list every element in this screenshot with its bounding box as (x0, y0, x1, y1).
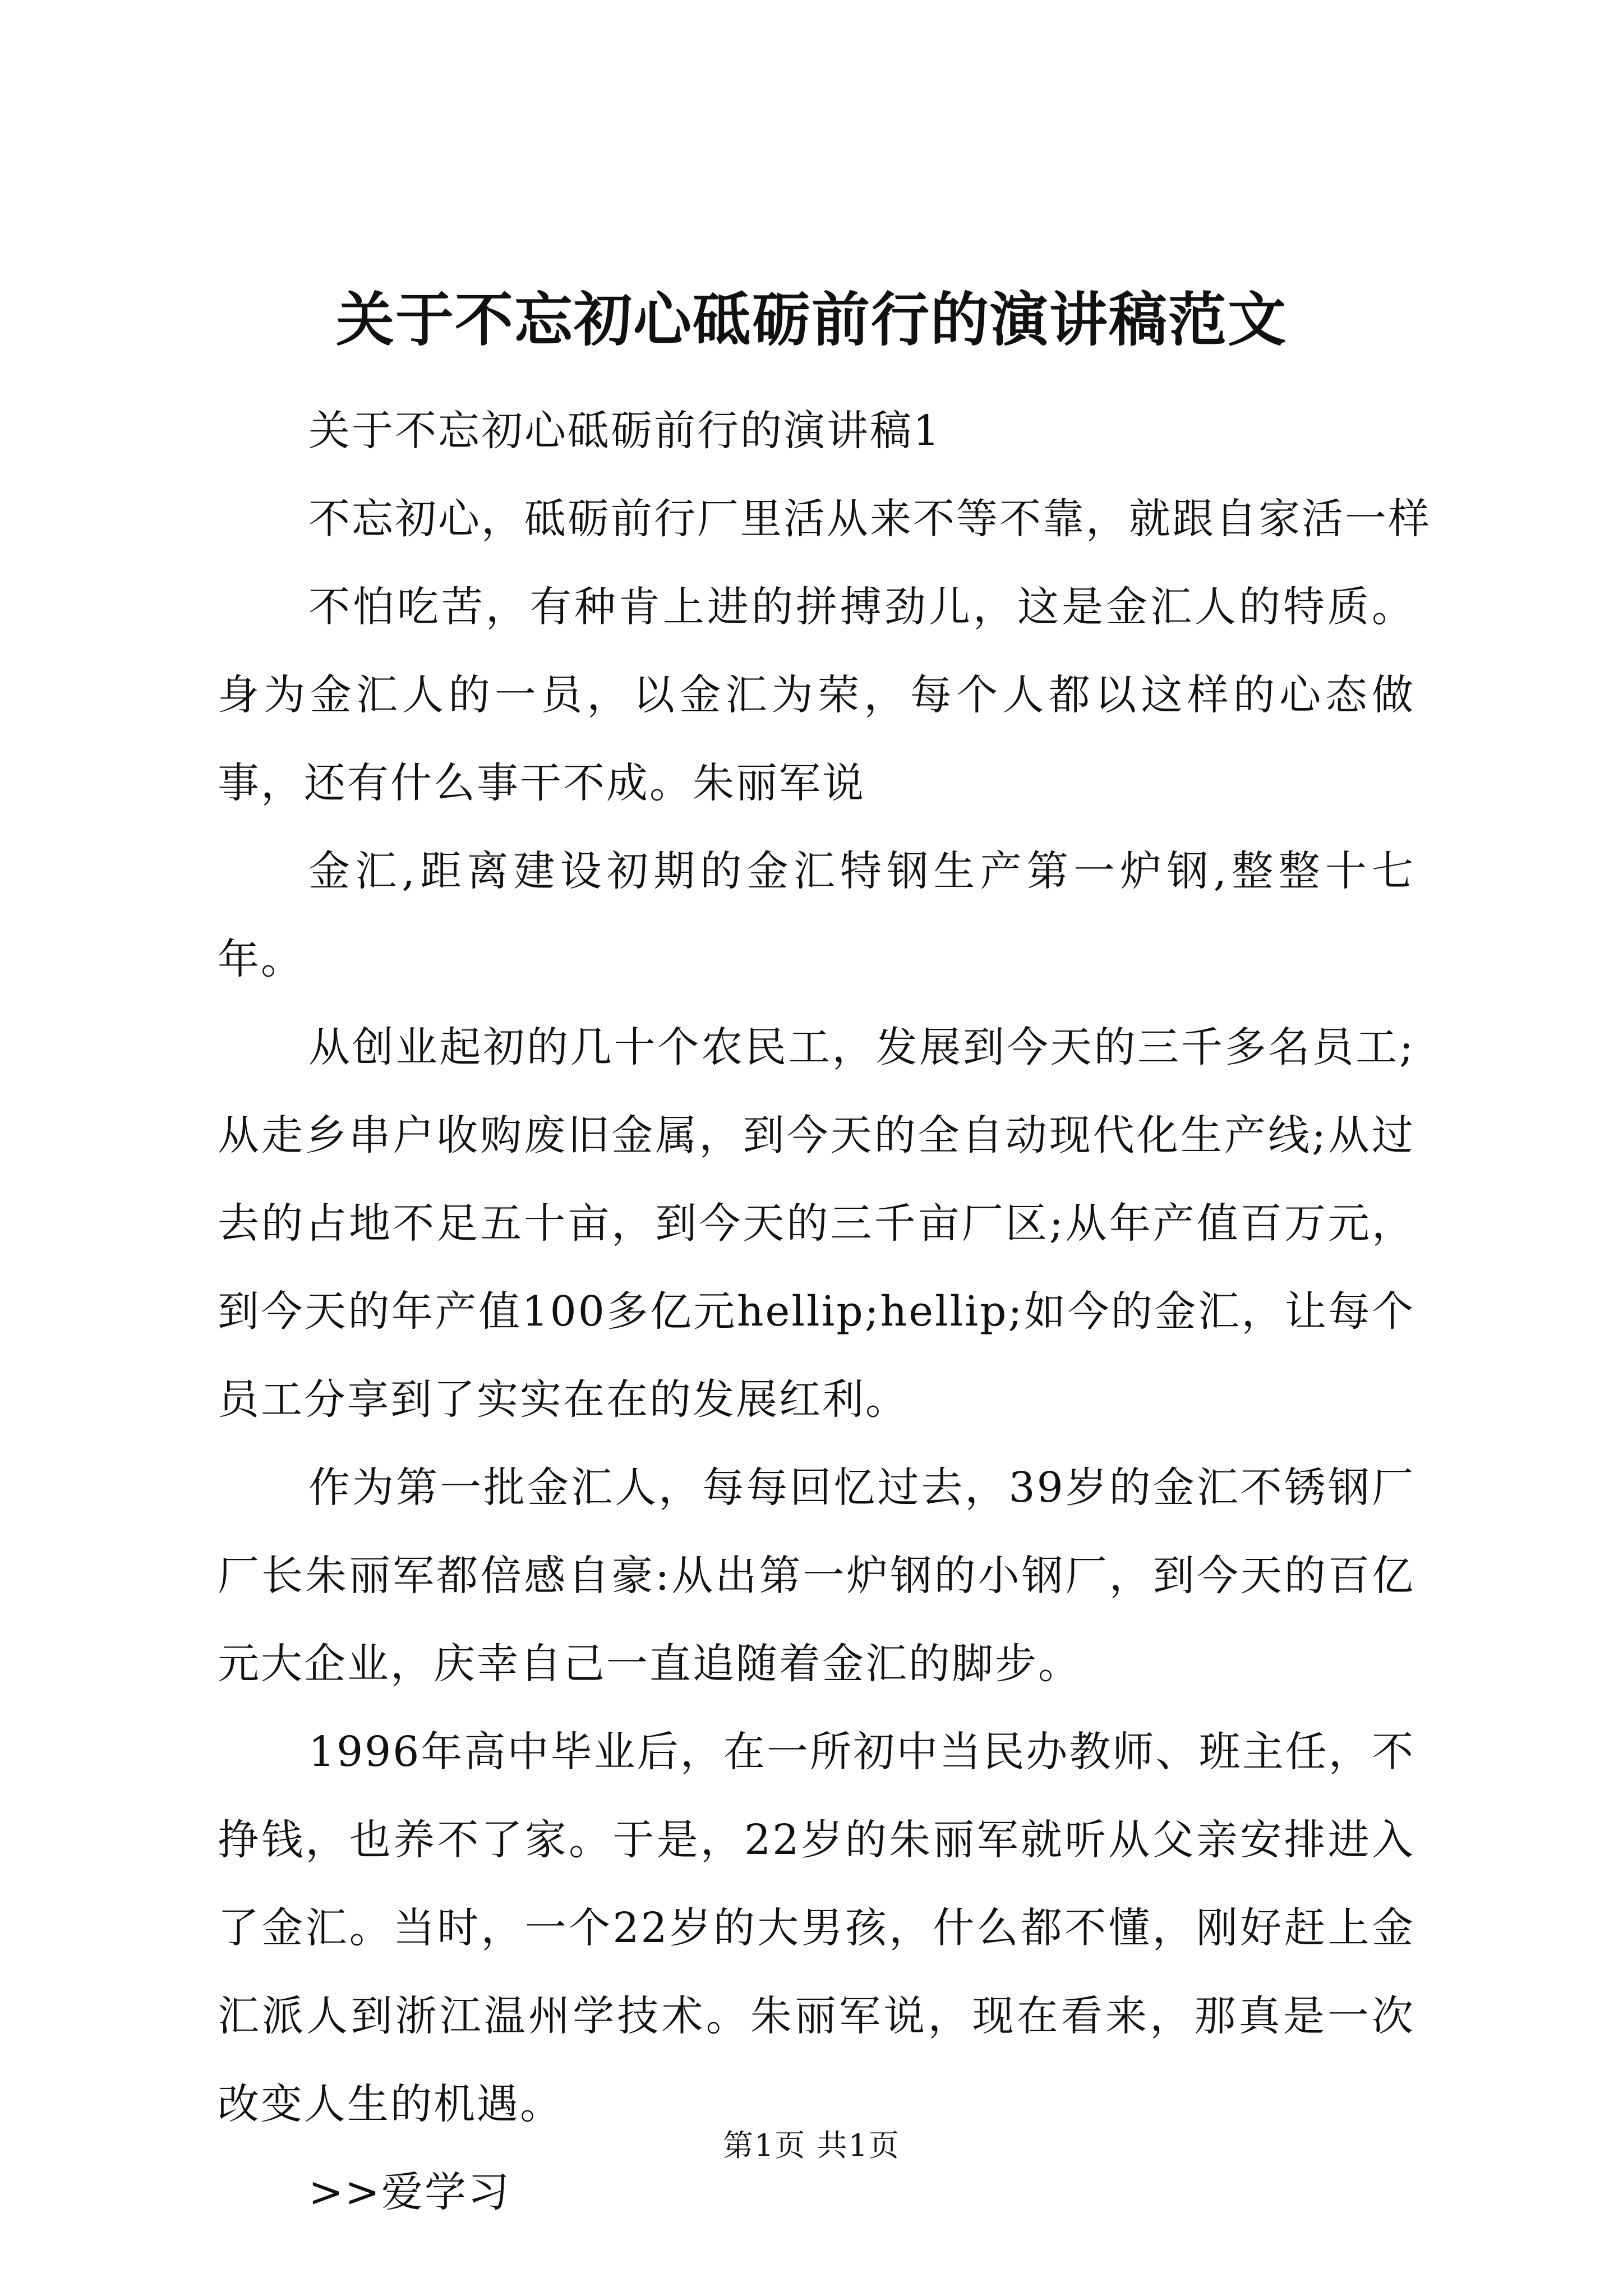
paragraph-2: 不怕吃苦，有种肯上进的拼搏劲儿，这是金汇人的特质。身为金汇人的一员，以金汇为荣，每个人都以这样的心态做事，还有什么事干不成。朱丽军说 (218, 583, 1415, 807)
paragraph-5: 作为第一批金汇人，每每回忆过去，39岁的金汇不锈钢厂厂长朱丽军都倍感自豪:从出第一炉钢的小钢厂，到今天的百亿元大企业，庆幸自己一直追随着金汇的脚步。 (218, 1464, 1415, 1688)
paragraph-4: 从创业起初的几十个农民工，发展到今天的三千多名员工;从走乡串户收购废旧金属，到今天的全自动现代化生产线;从过去的占地不足五十亩，到今天的三千亩厂区;从年产值百万元，到今天的年产值100多亿元hellip;hellip;如今的金汇，让每个员工分享到了实实在在的发展红利。 (218, 1023, 1415, 1424)
page-number-footer: 第1页 共1页 (723, 2128, 900, 2163)
document-title: 关于不忘初心砥砺前行的演讲稿范文 (335, 285, 1287, 354)
paragraph-1: 不忘初心，砥砺前行厂里活从来不等不靠，就跟自家活一样 (308, 495, 1431, 543)
subtitle-paragraph: 关于不忘初心砥砺前行的演讲稿1 (308, 407, 942, 455)
paragraph-6: 1996年高中毕业后，在一所初中当民办教师、班主任，不挣钱，也养不了家。于是，22岁的朱丽军就听从父亲安排进入了金汇。当时，一个22岁的大男孩，什么都不懂，刚好赶上金汇派人到浙江温州学技术。朱丽军说，现在看来，那真是一次改变人生的机遇。 (218, 1728, 1415, 2128)
paragraph-7: >>爱学习 (308, 2168, 511, 2216)
document-body (218, 387, 1431, 2237)
paragraph-3: 金汇,距离建设初期的金汇特钢生产第一炉钢,整整十七年。 (218, 847, 1415, 983)
